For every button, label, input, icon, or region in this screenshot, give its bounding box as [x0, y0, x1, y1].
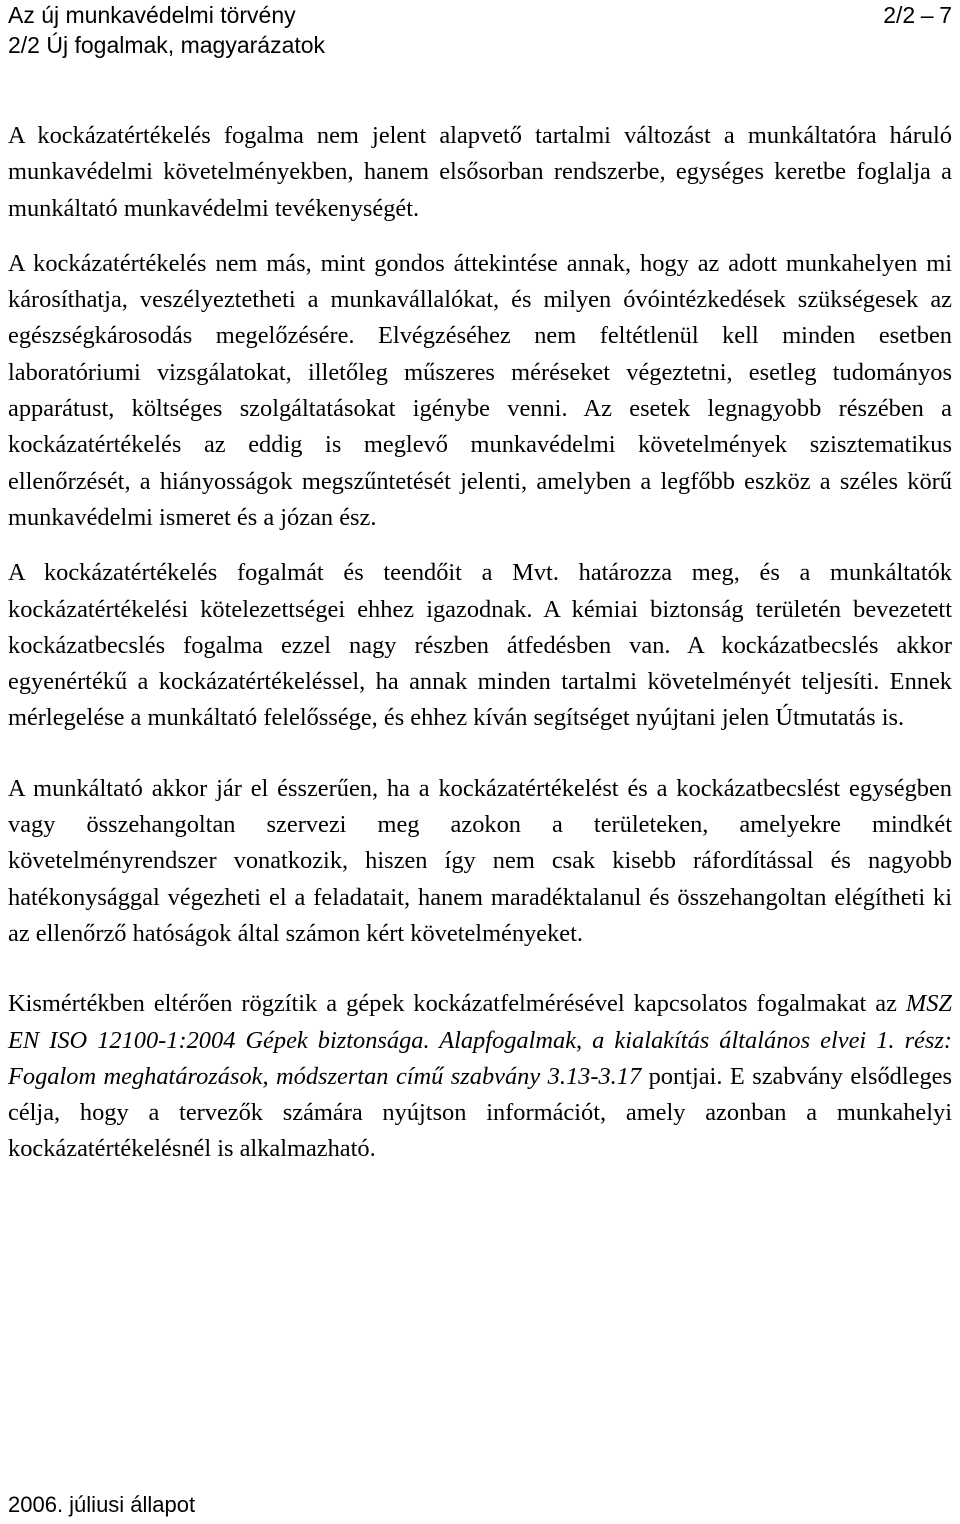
paragraph-2: A kockázatértékelés nem más, mint gondos áttekintése annak, hogy az adott munkahelyen mi károsíthatja, veszélyeztetheti a munkavállalókat, és milyen óvóintézkedések szükségesek az egészségkárosodás megelőzésére. Elvégzéséhez nem feltétlenül kell minden esetben laboratóriumi vizsgálatokat, illetőleg műszeres méréseket végeztetni, esetleg tudományos apparátust, költséges szolgáltatásokat igénybe venni. Az esetek legnagyobb részében a kockázatértékelés az eddig is meglevő munkavédelmi követelmények szisztematikus ellenőrzését, a hiányosságok megszűntetését jelenti, amelyben a legfőbb eszköz a széles körű munkavédelmi ismeret és a józan ész. [8, 249, 952, 531]
page-footer: 2006. júliusi állapot [8, 1492, 196, 1517]
header-top-row [8, 0, 952, 30]
paragraph-4: A munkáltató akkor jár el ésszerűen, ha a kockázatértékelést és a kockázatbecslést egységben vagy összehangoltan szervezi meg azokon a területeken, amelyekre mindkét követelményrendszer vonatkozik, hiszen így nem csak kisebb ráfordítással és nagyobb hatékonysággal végezheti el a feladatait, hanem maradéktalanul és összehangoltan elégítheti ki az ellenőrző hatóságok által számon kért követelményeket. [8, 774, 952, 947]
page-number: 7 [939, 2, 952, 28]
page-header [8, 0, 952, 60]
paragraph-5-text-end: pontjai. E szabvány elsődleges célja, hogy a tervezők számára nyújtson információt, amely azonban a munkahelyi kockázatértékelésnél is alkalmazható. [8, 1062, 952, 1163]
section-title: 2/2 Új fogalmak, magyarázatok [8, 32, 326, 58]
page-fraction: 2/2 [883, 2, 916, 28]
standard-citation: MSZ EN ISO 12100-1:2004 Gépek biztonsága. Alapfogalmak, a kialakítás általános elvei 1. rész: Fogalom meghatározások, módszertan című szabvány 3.13-3.17 [8, 990, 952, 1090]
paragraph-3: A kockázatértékelés fogalmát és teendőit a Mvt. határozza meg, és a munkáltatók kockázatértékelési kötelezettségei ehhez igazodnak. A kémiai biztonság területén bevezetett kockázatbecslés fogalma ezzel nagy részben átfedésben van. A kockázatbecslés akkor egyenértékű a kockázatértékeléssel, ha annak minden tartalmi követelményét teljesíti. Ennek mérlegelése a munkáltató felelőssége, és ehhez kíván segítséget nyújtani jelen Útmutatás is. [8, 559, 952, 732]
paragraph-5-text-start: Kismértékben eltérően rögzítik a gépek kockázatfelmérésével kapcsolatos fogalmakat az [8, 990, 906, 1018]
page-separator: – [920, 2, 934, 28]
paragraph-5 [8, 986, 952, 1167]
page-reference [883, 0, 952, 30]
page-body [8, 118, 952, 1187]
paragraph-1: A kockázatértékelés fogalma nem jelent alapvető tartalmi változást a munkáltatóra háruló munkavédelmi követelményekben, hanem elsősorban rendszerbe, egységes keretbe foglalja a munkáltató munkavédelmi tevékenységét. [8, 122, 952, 222]
document-title: Az új munkavédelmi törvény [8, 2, 296, 28]
